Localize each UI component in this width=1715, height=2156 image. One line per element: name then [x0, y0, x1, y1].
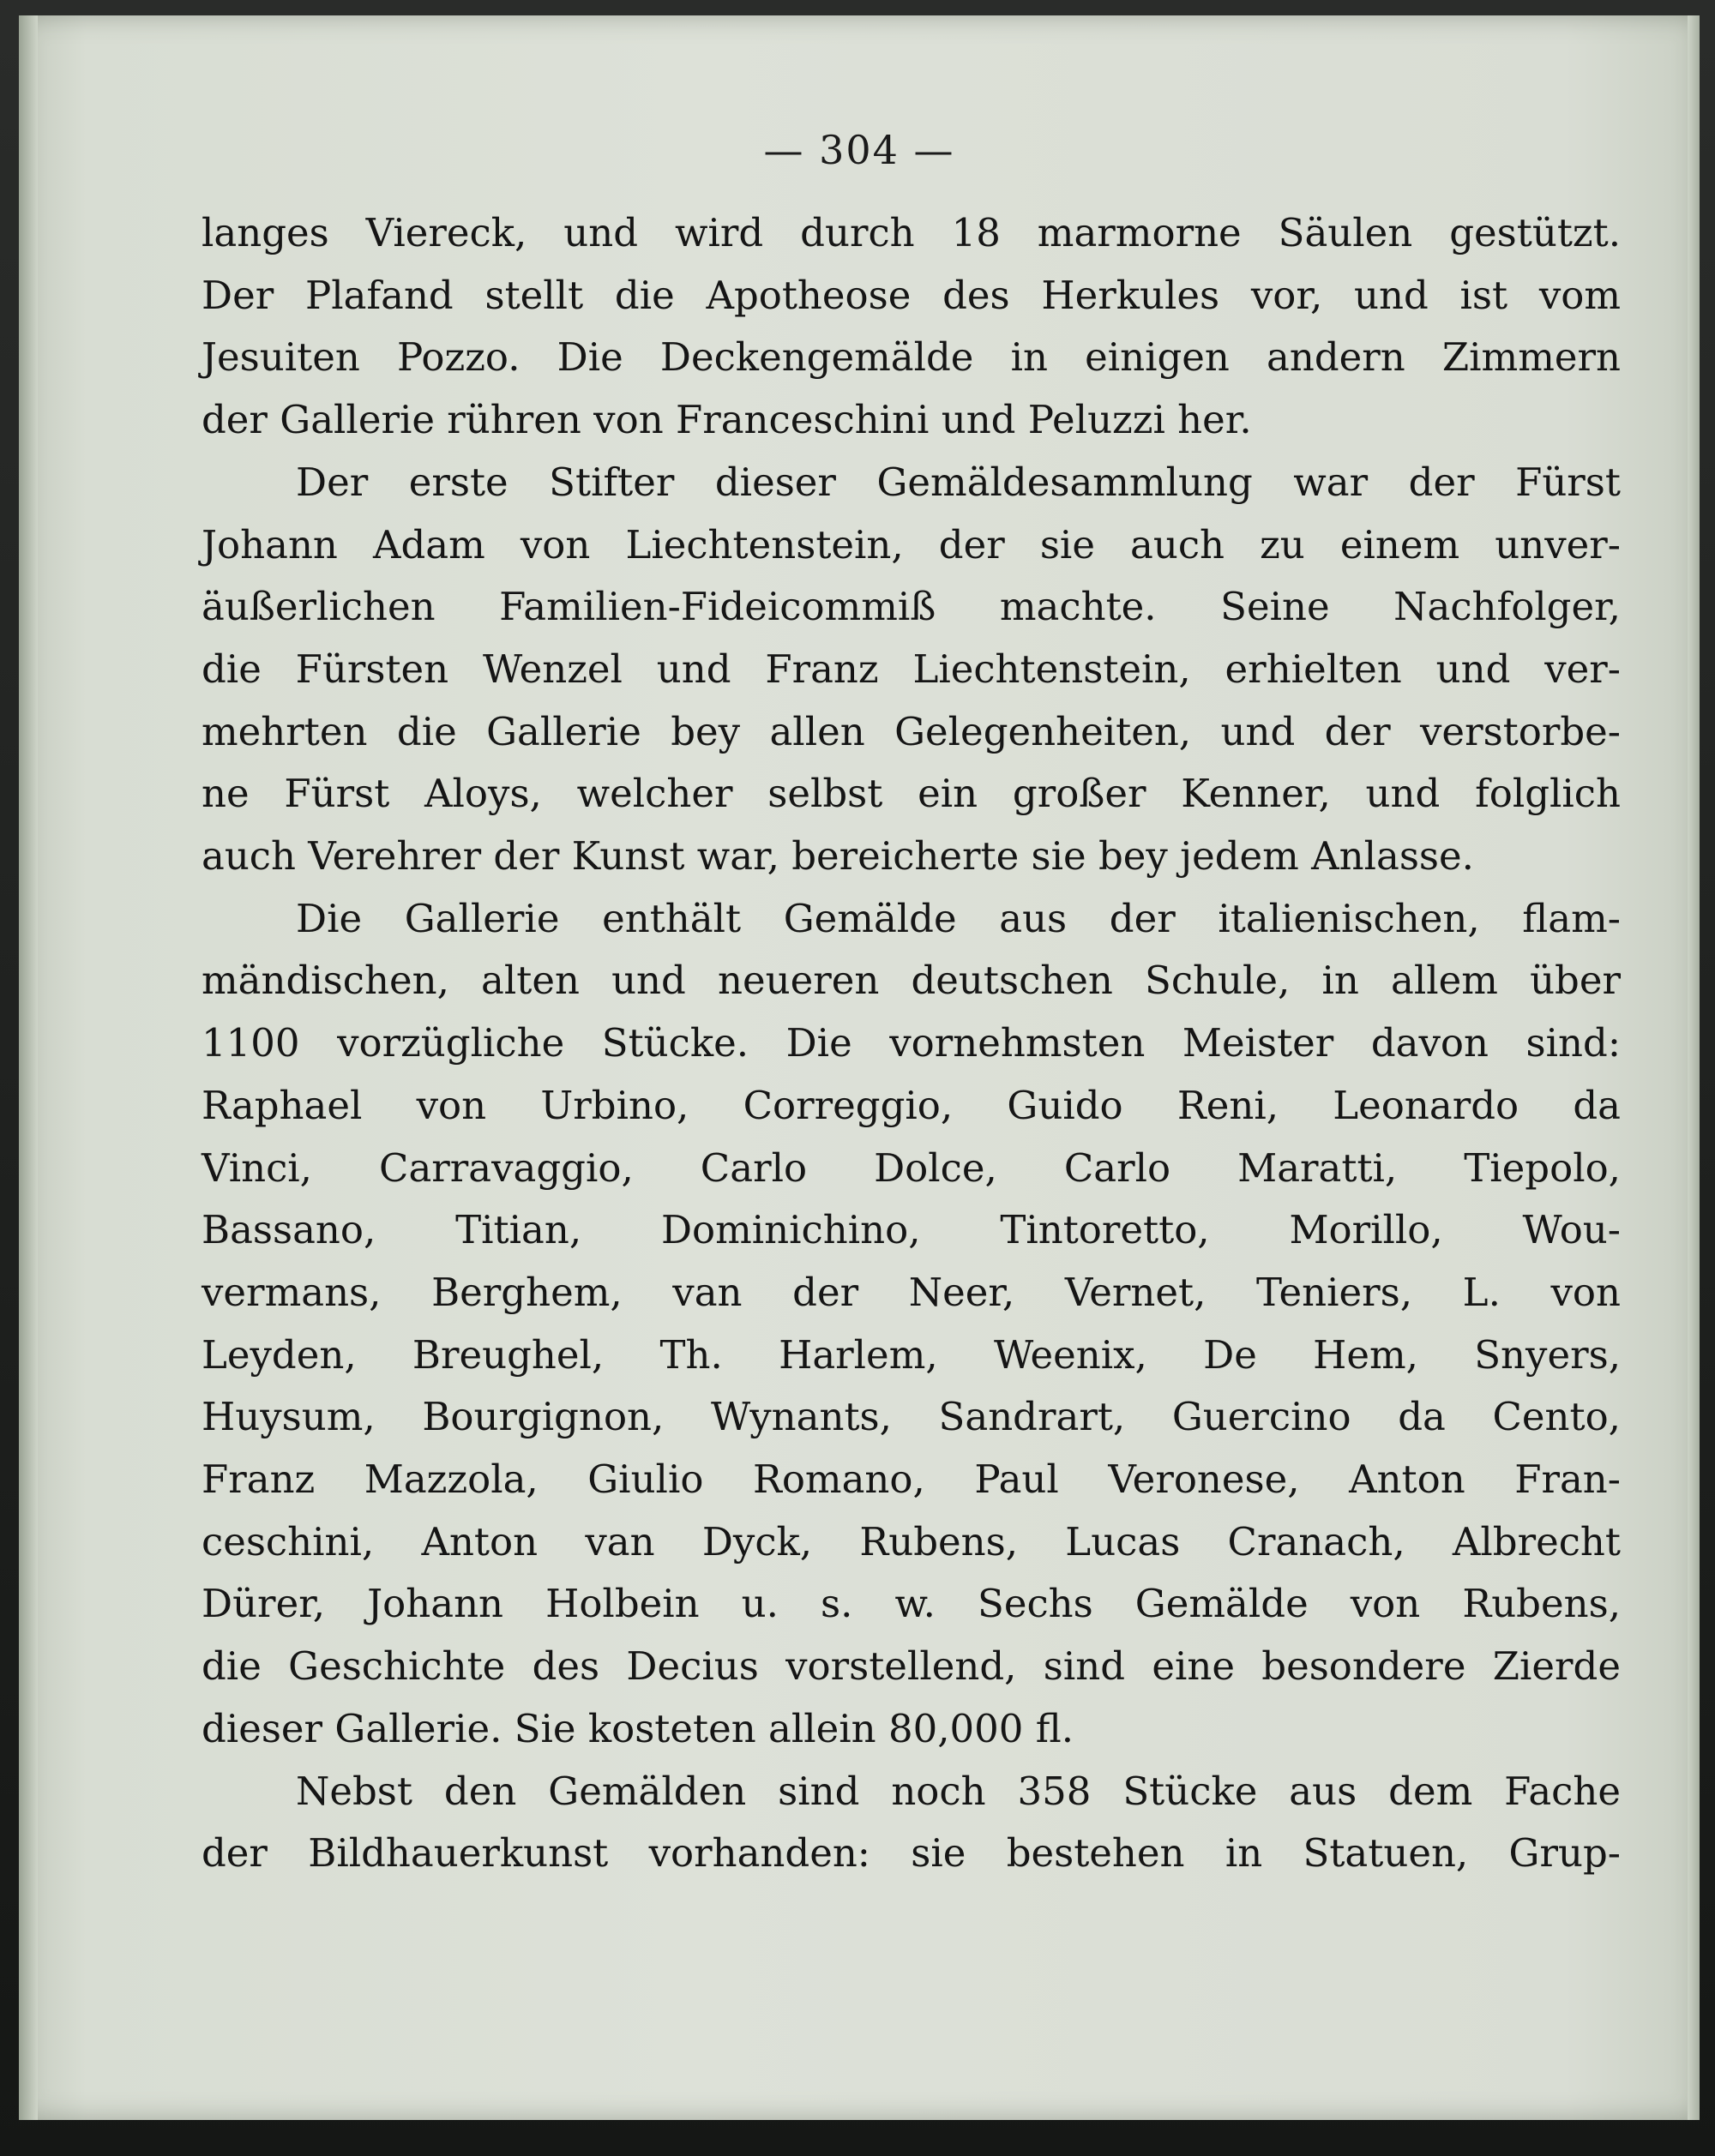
text-line: der Gallerie rühren von Franceschini und Peluzzi her.: [202, 397, 1252, 443]
text-line: Franz Mazzola, Giulio Romano, Paul Veronese, Anton Fran-: [202, 1456, 1621, 1503]
text-line: äußerlichen Familien-Fideicommiß machte. Seine Nachfolger,: [202, 584, 1621, 630]
text-line: Jesuiten Pozzo. Die Deckengemälde in einigen andern Zimmern: [202, 334, 1621, 381]
text-line: 1100 vorzügliche Stücke. Die vornehmsten Meister davon sind:: [202, 1020, 1621, 1066]
text-line: der Bildhauerkunst vorhanden: sie bestehen in Statuen, Grup-: [202, 1830, 1621, 1877]
text-line: langes Viereck, und wird durch 18 marmorne Säulen gestützt.: [202, 210, 1621, 255]
body-text: [202, 202, 1621, 1885]
text-line: Leyden, Breughel, Th. Harlem, Weenix, De Hem, Snyers,: [202, 1331, 1621, 1378]
text-line: Bassano, Titian, Dominichino, Tintoretto, Morillo, Wou-: [202, 1207, 1621, 1253]
page-gutter: [19, 15, 38, 2120]
text-line: Dürer, Johann Holbein u. s. w. Sechs Gemälde von Rubens,: [202, 1581, 1621, 1627]
text-line: Der erste Stifter dieser Gemäldesammlung war der Fürst: [296, 459, 1621, 505]
text-line: dieser Gallerie. Sie kosteten allein 80,000 fl.: [202, 1705, 1074, 1751]
text-line: Die Gallerie enthält Gemälde aus der italienischen, flam-: [296, 895, 1621, 941]
text-line: auch Verehrer der Kunst war, bereicherte sie bey jedem Anlasse.: [202, 833, 1474, 880]
page-number-header: — 304 —: [763, 127, 955, 173]
text-line: die Fürsten Wenzel und Franz Liechtenstein, erhielten und ver-: [202, 646, 1621, 692]
text-line: ne Fürst Aloys, welcher selbst ein großer Kenner, und folglich: [202, 771, 1621, 817]
text-line: Raphael von Urbino, Correggio, Guido Reni, Leonardo da: [202, 1082, 1621, 1128]
text-line: mehrten die Gallerie bey allen Gelegenheiten, und der verstorbe-: [202, 708, 1621, 754]
text-line: ceschini, Anton van Dyck, Rubens, Lucas Cranach, Albrecht: [202, 1518, 1621, 1564]
text-line: Der Plafand stellt die Apotheose des Herkules vor, und ist vom: [202, 272, 1621, 318]
text-line: Huysum, Bourgignon, Wynants, Sandrart, Guercino da Cento,: [202, 1394, 1621, 1440]
text-line: Nebst den Gemälden sind noch 358 Stücke aus dem Fache: [296, 1768, 1621, 1814]
page-edge: [1688, 15, 1700, 2120]
text-line: Vinci, Carravaggio, Carlo Dolce, Carlo Maratti, Tiepolo,: [202, 1144, 1621, 1191]
text-line: vermans, Berghem, van der Neer, Vernet, Teniers, L. von: [202, 1269, 1621, 1315]
text-line: Johann Adam von Liechtenstein, der sie auch zu einem unver-: [202, 521, 1621, 568]
book-page: [19, 15, 1700, 2120]
text-line: die Geschichte des Decius vorstellend, sind eine besondere Zierde: [202, 1643, 1621, 1690]
text-line: mändischen, alten und neueren deutschen Schule, in allem über: [202, 958, 1621, 1004]
